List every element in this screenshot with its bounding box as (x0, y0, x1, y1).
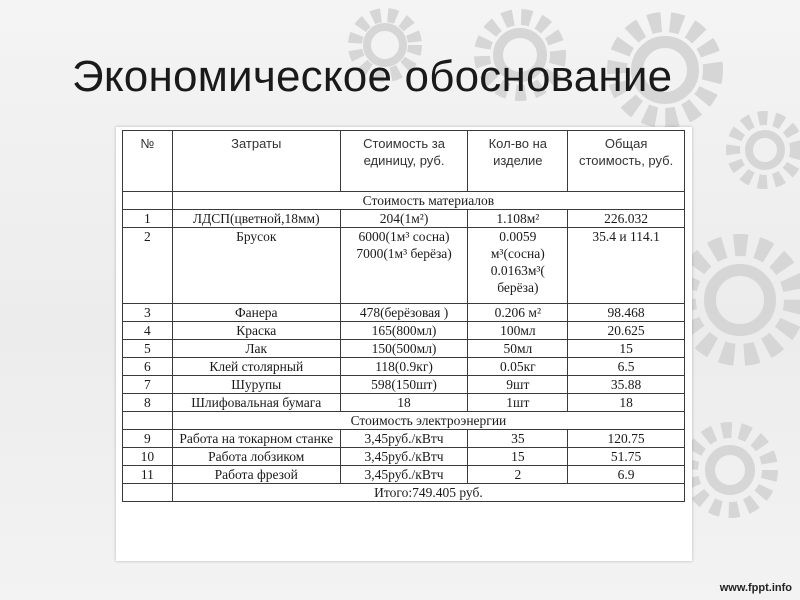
row-expense-name: Работа на токарном станке (172, 430, 340, 448)
row-unit-cost: 18 (340, 394, 468, 412)
row-total-cost: 20.625 (568, 322, 685, 340)
row-expense-name: Работа фрезой (172, 466, 340, 484)
row-expense-name: Шлифовальная бумага (172, 394, 340, 412)
row-expense-name: Лак (172, 340, 340, 358)
row-total-cost: 35.88 (568, 376, 685, 394)
col-header-number: № (123, 131, 173, 192)
row-quantity: 0.0059 м³(сосна) 0.0163м³( берёза) (468, 228, 568, 304)
gear-icon (733, 118, 797, 182)
table-row (123, 430, 685, 448)
col-header-total-cost: Общая стоимость, руб. (568, 131, 685, 192)
row-unit-cost: 165(800мл) (340, 322, 468, 340)
row-total-cost: 226.032 (568, 210, 685, 228)
row-total-cost: 51.75 (568, 448, 685, 466)
col-header-unit-cost: Стоимость за единицу, руб. (340, 131, 468, 192)
row-number: 2 (123, 228, 173, 304)
table-header-row (123, 131, 685, 192)
total-spacer (123, 484, 173, 502)
row-number: 4 (123, 322, 173, 340)
row-unit-cost: 598(150шт) (340, 376, 468, 394)
row-total-cost: 15 (568, 340, 685, 358)
slide-title: Экономическое обоснование (72, 52, 673, 101)
row-expense-name: Фанера (172, 304, 340, 322)
table-row (123, 466, 685, 484)
row-unit-cost: 3,45руб./кВтч (340, 430, 468, 448)
table-row (123, 228, 685, 304)
row-quantity: 15 (468, 448, 568, 466)
row-unit-cost: 3,45руб./кВтч (340, 448, 468, 466)
row-quantity: 9шт (468, 376, 568, 394)
row-expense-name: Работа лобзиком (172, 448, 340, 466)
row-total-cost: 120.75 (568, 430, 685, 448)
row-number: 10 (123, 448, 173, 466)
row-total-cost: 6.5 (568, 358, 685, 376)
row-quantity: 50мл (468, 340, 568, 358)
total-row (123, 484, 685, 502)
section-spacer (123, 412, 173, 430)
row-unit-cost: 478(берёзовая ) (340, 304, 468, 322)
row-quantity: 0.05кг (468, 358, 568, 376)
table-row (123, 304, 685, 322)
section-title: Стоимость материалов (172, 192, 684, 210)
table-row (123, 340, 685, 358)
grand-total: Итого:749.405 руб. (172, 484, 684, 502)
table-row (123, 394, 685, 412)
col-header-quantity: Кол-во на изделие (468, 131, 568, 192)
row-total-cost: 18 (568, 394, 685, 412)
row-unit-cost: 150(500мл) (340, 340, 468, 358)
row-quantity: 1шт (468, 394, 568, 412)
row-quantity: 0.206 м² (468, 304, 568, 322)
row-number: 1 (123, 210, 173, 228)
row-unit-cost: 118(0.9кг) (340, 358, 468, 376)
row-quantity: 35 (468, 430, 568, 448)
section-row-materials (123, 192, 685, 210)
row-quantity: 1.108м² (468, 210, 568, 228)
cost-table (122, 130, 685, 502)
row-total-cost: 98.468 (568, 304, 685, 322)
table-row (123, 210, 685, 228)
table-row (123, 322, 685, 340)
section-title: Стоимость электроэнергии (172, 412, 684, 430)
row-number: 11 (123, 466, 173, 484)
row-unit-cost: 3,45руб./кВтч (340, 466, 468, 484)
section-spacer (123, 192, 173, 210)
row-expense-name: ЛДСП(цветной,18мм) (172, 210, 340, 228)
col-header-expense: Затраты (172, 131, 340, 192)
table-row (123, 358, 685, 376)
row-expense-name: Клей столярный (172, 358, 340, 376)
website-footer: www.fppt.info (719, 582, 792, 594)
row-unit-cost: 6000(1м³ сосна) 7000(1м³ берёза) (340, 228, 468, 304)
table-row (123, 448, 685, 466)
row-quantity: 100мл (468, 322, 568, 340)
gear-icon (690, 430, 770, 510)
table-row (123, 376, 685, 394)
row-unit-cost: 204(1м²) (340, 210, 468, 228)
section-row-electricity (123, 412, 685, 430)
row-total-cost: 6.9 (568, 466, 685, 484)
row-number: 6 (123, 358, 173, 376)
row-number: 9 (123, 430, 173, 448)
gear-icon (685, 245, 795, 355)
row-number: 3 (123, 304, 173, 322)
row-number: 5 (123, 340, 173, 358)
row-expense-name: Шурупы (172, 376, 340, 394)
row-total-cost: 35.4 и 114.1 (568, 228, 685, 304)
row-expense-name: Брусок (172, 228, 340, 304)
cost-table-card (116, 127, 692, 561)
row-quantity: 2 (468, 466, 568, 484)
row-expense-name: Краска (172, 322, 340, 340)
row-number: 7 (123, 376, 173, 394)
row-number: 8 (123, 394, 173, 412)
